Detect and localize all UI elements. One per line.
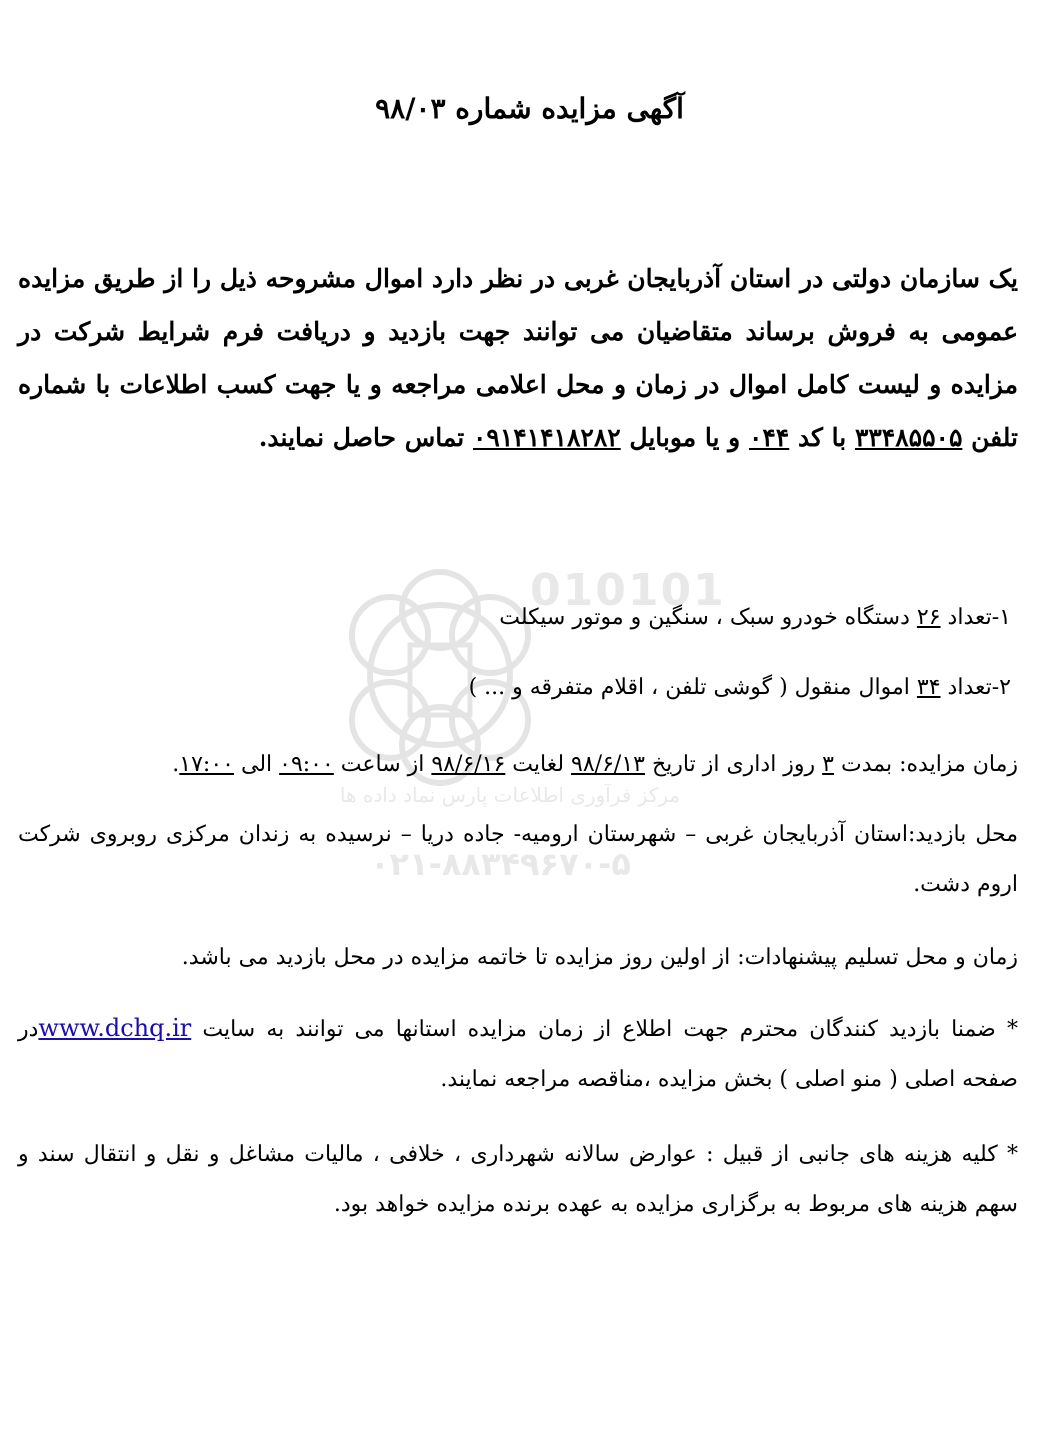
- intro-end-text: تماس حاصل نمایند.: [258, 423, 473, 452]
- item-count: ۲۶: [916, 605, 941, 630]
- notice-title: آگهی مزایده شماره ۹۸/۰۳: [375, 92, 684, 125]
- intro-paragraph: [18, 252, 1018, 464]
- area-code: ۰۴۴: [748, 423, 790, 452]
- intro-code-text: با کد: [789, 423, 855, 452]
- site-note: * ضمنا بازدید کنندگان محترم جهت اطلاع از زمان مزایده استانها می توانند به سایت www.dchq.irدر صفحه اصلی ( منو اصلی ) بخش مزایده ،مناقصه مراجعه نمایند.: [18, 1014, 1018, 1092]
- item-count: ۳۴: [916, 675, 941, 700]
- offer-time: زمان و محل تسلیم پیشنهادات: از اولین روز مزایده تا خاتمه مزایده در محل بازدید می باشد.: [181, 945, 1018, 970]
- mobile-number: ۰۹۱۴۱۴۱۸۲۸۲: [472, 423, 621, 452]
- visit-location: محل بازدید:استان آذربایجان غربی – شهرستان ارومیه- جاده دریا – نرسیده به زندان مرکزی روبروی شرکت اروم دشت.: [18, 822, 1018, 897]
- watermark-org: مرکز فرآوری اطلاعات پارس نماد داده ها: [339, 783, 681, 807]
- start-date: ۹۸/۶/۱۳: [571, 752, 645, 777]
- costs-note: * کلیه هزینه های جانبی از قبیل : عوارض سالانه شهرداری ، خلافی ، مالیات مشاغل و نقل و انتقال سند و سهم هزینه های مربوط به برگزاری مزایده به عهده برنده مزایده خواهد بود.: [18, 1142, 1018, 1217]
- website-link[interactable]: www.dchq.ir: [38, 1014, 192, 1042]
- list-item: ۱-تعداد ۲۶ دستگاه خودرو سبک ، سنگین و موتور سیکلت: [499, 605, 1011, 630]
- auction-days: ۳: [822, 752, 834, 777]
- start-hour: ۰۹:۰۰: [279, 752, 334, 777]
- phone-number: ۳۳۴۸۵۵۰۵: [854, 423, 963, 452]
- end-date: ۹۸/۶/۱۶: [431, 752, 506, 777]
- intro-text: یک سازمان دولتی در استان آذربایجان غربی در نظر دارد اموال مشروحه ذیل را از طریق مزایده عمومی به فروش برساند متقاضیان می توانند جهت بازدید و دریافت فرم شرایط شرکت در مزایده و لیست کامل اموال در زمان و محل اعلامی مراجعه و یا جهت کسب اطلاعات با شماره تلفن: [18, 264, 1018, 452]
- end-hour: ۱۷:۰۰: [179, 752, 234, 777]
- auction-time: زمان مزایده: بمدت ۳ روز اداری از تاریخ ۹۸/۶/۱۳ لغایت ۹۸/۶/۱۶ از ساعت ۰۹:۰۰ الی ۱۷:۰۰.: [172, 752, 1018, 777]
- intro-mobile-text: و یا موبایل: [620, 423, 749, 452]
- list-item: ۲-تعداد ۳۴ اموال منقول ( گوشی تلفن ، اقلام متفرقه و ... ): [468, 675, 1011, 700]
- watermark-phone: ۰۲۱-۸۸۳۴۹۶۷۰-۵: [370, 845, 631, 883]
- watermark-digits: 010101: [530, 565, 726, 616]
